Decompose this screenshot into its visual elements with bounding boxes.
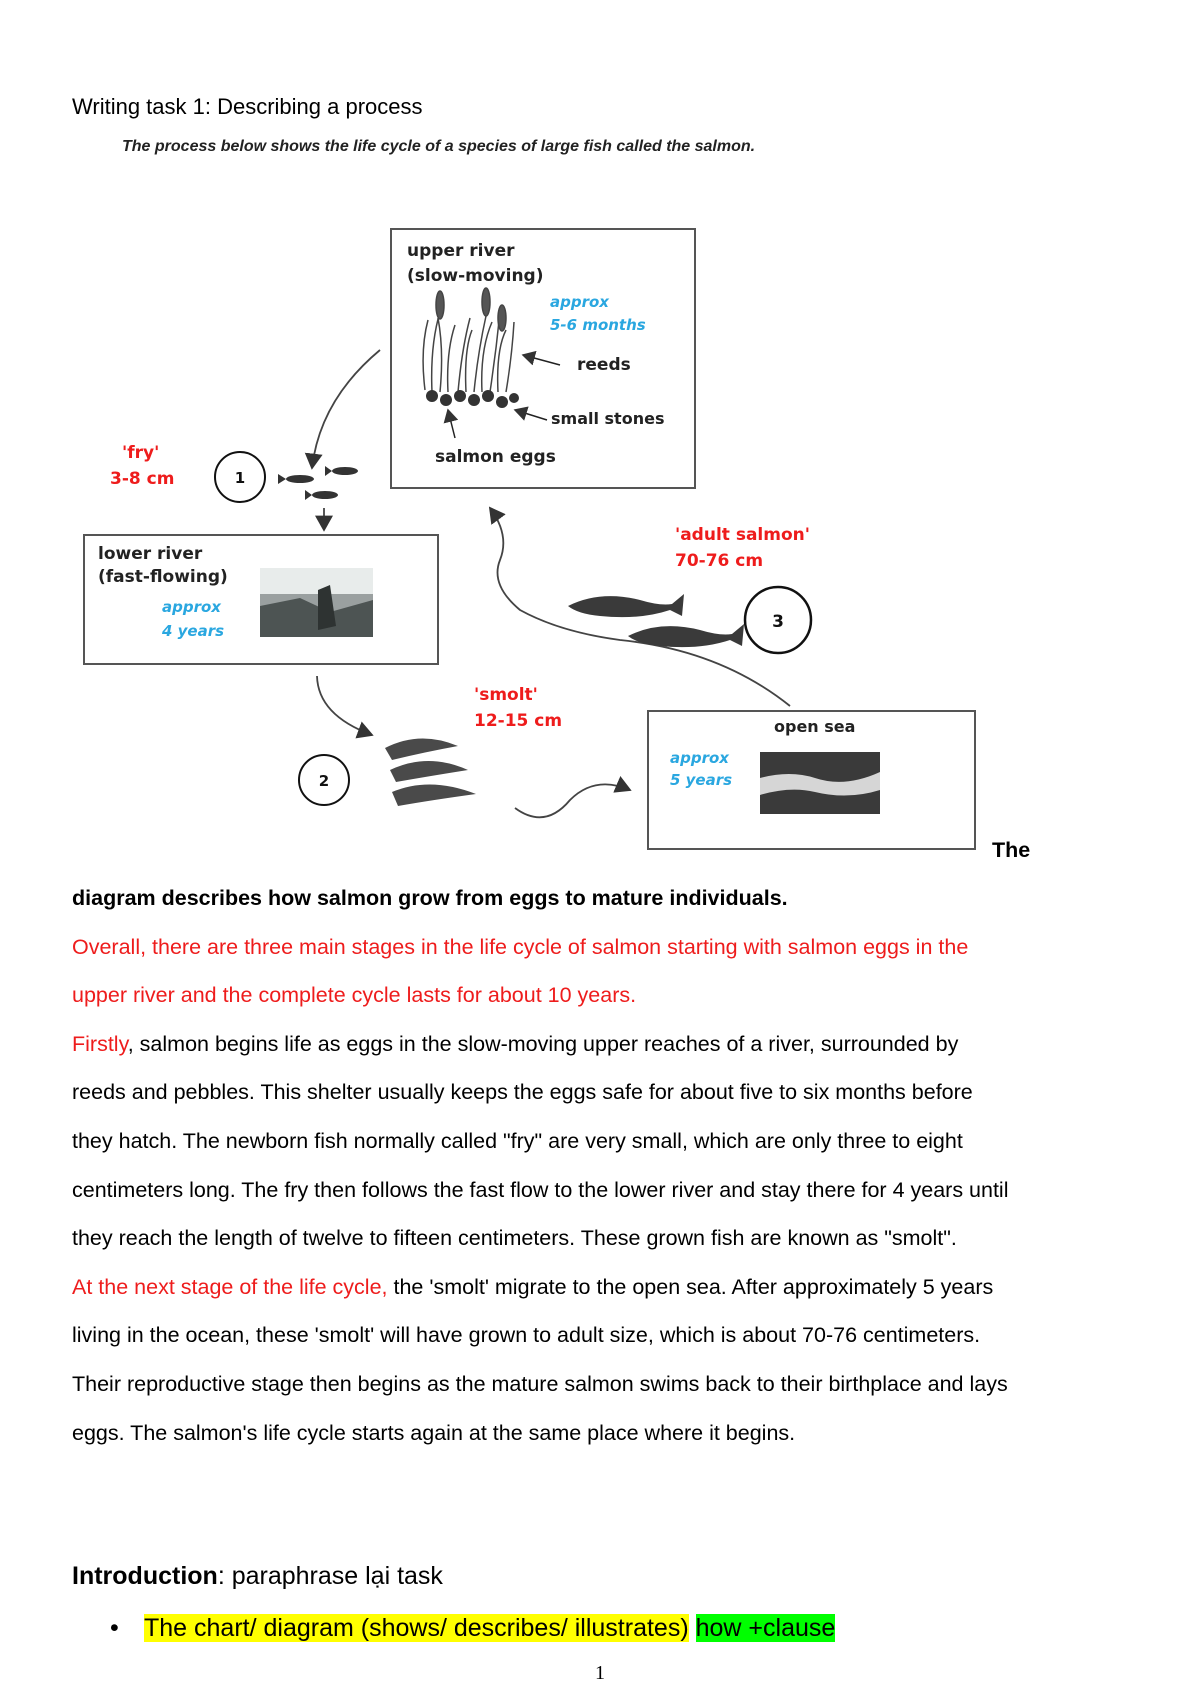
introduction-label: Introduction <box>72 1562 218 1590</box>
adult-name: 'adult salmon' <box>675 525 810 545</box>
small-stones-icon <box>426 390 519 408</box>
bullet-item <box>110 1614 835 1643</box>
upper-river-duration-1: approx <box>550 293 609 311</box>
fry-fish-icon <box>278 466 358 500</box>
lower-river-subtitle: (fast-flowing) <box>98 567 228 587</box>
intro-sentence: diagram describes how salmon grow from eggs to mature individuals. <box>72 886 788 910</box>
reeds-label: reeds <box>577 355 631 375</box>
open-sea-photo <box>760 752 880 814</box>
adult-size: 70-76 cm <box>675 551 764 571</box>
arrow-smolt-to-sea <box>515 784 630 817</box>
page-number: 1 <box>595 1662 605 1684</box>
body1-line-1-rest: , salmon begins life as eggs in the slow-moving upper reaches of a river, surrounded by <box>127 1031 959 1056</box>
intro-inline-word: The <box>992 838 1031 862</box>
lower-river-duration-2: 4 years <box>162 622 225 640</box>
body2-line-1-rest: the 'smolt' migrate to the open sea. After approximately 5 years <box>387 1274 994 1299</box>
diagram-caption: The process below shows the life cycle of a species of large fish called the salmon. <box>122 138 756 155</box>
open-sea-duration-2: 5 years <box>670 771 733 789</box>
stage-3-number: 3 <box>772 612 784 632</box>
highlight-yellow-text: The chart/ diagram (shows/ describes/ illustrates) <box>144 1614 689 1642</box>
arrow-lower-river-to-smolt <box>317 676 372 735</box>
upper-river-title: upper river <box>407 241 515 261</box>
stones-pointer <box>515 410 547 420</box>
eggs-pointer <box>448 410 455 438</box>
salmon-eggs-label: salmon eggs <box>435 447 556 467</box>
body1-lead: Firstly <box>72 1031 128 1056</box>
essay-body <box>72 874 1112 1457</box>
smolt-name: 'smolt' <box>474 685 538 705</box>
fry-size: 3-8 cm <box>110 469 175 489</box>
arrow-eggs-to-fry <box>312 350 380 468</box>
bullet-glyph: • <box>110 1614 119 1642</box>
smolt-fish-icon <box>385 738 476 806</box>
body2-line-1 <box>72 1263 1112 1312</box>
body2-line-2: living in the ocean, these 'smolt' will have grown to adult size, which is about 70-76 centimeters. <box>72 1323 981 1348</box>
adult-salmon-icon <box>568 594 744 647</box>
page-heading: Writing task 1: Describing a process <box>72 94 423 119</box>
introduction-heading <box>72 1562 443 1591</box>
body1-line-4: centimeters long. The fry then follows the fast flow to the lower river and stay there for 4 years until <box>72 1177 1009 1202</box>
reeds-pointer <box>523 355 560 365</box>
upper-river-subtitle: (slow-moving) <box>407 266 544 286</box>
body2-lead: At the next stage of the life cycle, <box>72 1274 388 1299</box>
body2-line-3: Their reproductive stage then begins as the mature salmon swims back to their birthplace and lays <box>72 1371 1008 1396</box>
smolt-size: 12-15 cm <box>474 711 563 731</box>
stage-1-number: 1 <box>234 469 246 487</box>
introduction-rest: : paraphrase lại task <box>217 1562 443 1590</box>
open-sea-title: open sea <box>774 717 856 736</box>
reeds-icon <box>423 288 514 392</box>
body1-line-1 <box>72 1020 1112 1069</box>
overview-line-1: Overall, there are three main stages in the life cycle of salmon starting with salmon eggs in the <box>72 934 969 959</box>
body1-line-5: they reach the length of twelve to fifteen centimeters. These grown fish are known as "smolt". <box>72 1226 957 1251</box>
highlight-green-text: how +clause <box>695 1614 836 1642</box>
fry-name: 'fry' <box>122 443 160 463</box>
stage-2-number: 2 <box>318 772 330 790</box>
body2-line-4: eggs. The salmon's life cycle starts again at the same place where it begins. <box>72 1420 796 1445</box>
lower-river-title: lower river <box>98 544 203 564</box>
overview-line-2: upper river and the complete cycle lasts for about 10 years. <box>72 983 637 1008</box>
open-sea-duration-1: approx <box>670 749 729 767</box>
small-stones-label: small stones <box>551 409 665 428</box>
body1-line-2: reeds and pebbles. This shelter usually keeps the eggs safe for about five to six months before <box>72 1080 973 1105</box>
lower-river-photo <box>260 568 373 637</box>
upper-river-duration-2: 5-6 months <box>550 316 646 334</box>
body1-line-3: they hatch. The newborn fish normally called "fry" are very small, which are only three to eight <box>72 1128 963 1153</box>
lower-river-duration-1: approx <box>162 598 221 616</box>
